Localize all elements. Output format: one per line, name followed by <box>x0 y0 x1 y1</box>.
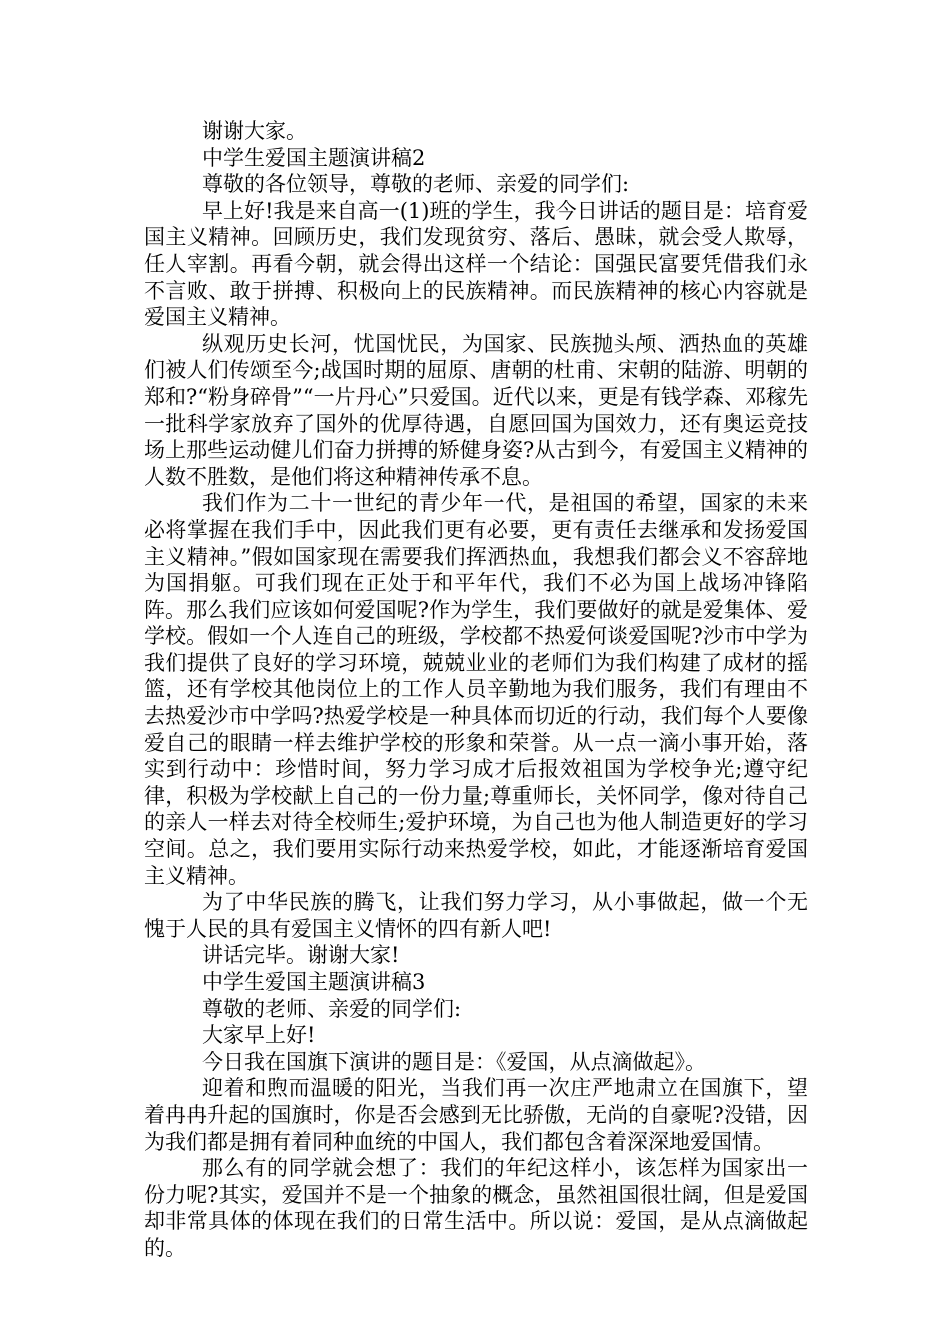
speech-2-paragraph: 纵观历史长河，忧国忧民，为国家、民族抛头颅、洒热血的英雄们被人们传颂至今;战国时期的屈原、唐朝的杜甫、宋朝的陆游、明朝的郑和?“粉身碎骨”“一片丹心”只爱国。近代以来，更是有钱学森、邓稼先一批科学家放弃了国外的优厚待遇，自愿回国为国效力，还有奥运竞技场上那些运动健儿们奋力拼搏的矫健身姿?从古到今，有爱国主义精神的人数不胜数，是他们将这种精神传承不息。 <box>144 331 808 489</box>
speech-3-salutation: 尊敬的老师、亲爱的同学们: <box>202 996 462 1021</box>
paragraph-closing-thanks: 谢谢大家。 <box>202 119 307 143</box>
speech-2-paragraph: 为了中华民族的腾飞，让我们努力学习，从小事做起，做一个无愧于人民的具有爱国主义情怀的四有新人吧! <box>144 890 808 941</box>
speech-2-title: 中学生爱国主题演讲稿2 <box>202 145 426 170</box>
speech-3-paragraph: 迎着和煦而温暖的阳光，当我们再一次庄严地肃立在国旗下，望着冉冉升起的国旗时，你是否会感到无比骄傲，无尚的自豪呢?没错，因为我们都是拥有着同种血统的中国人，我们都包含着深深地爱国情。 <box>144 1076 808 1154</box>
speech-2-paragraph: 早上好!我是来自高一(1)班的学生，我今日讲话的题目是：培育爱国主义精神。回顾历史，我们发现贫穷、落后、愚昧，就会受人欺辱，任人宰割。再看今朝，就会得出这样一个结论：国强民富要凭借我们永不言败、敢于拼搏、积极向上的民族精神。而民族精神的核心内容就是爱国主义精神。 <box>144 198 808 330</box>
speech-3-title: 中学生爱国主题演讲稿3 <box>202 970 426 994</box>
speech-2-salutation: 尊敬的各位领导，尊敬的老师、亲爱的同学们: <box>202 172 630 197</box>
speech-3-topic: 今日我在国旗下演讲的题目是：《爱国，从点滴做起》。 <box>202 1049 706 1074</box>
speech-3-greeting: 大家早上好! <box>202 1023 316 1048</box>
speech-3-paragraph: 那么有的同学就会想了：我们的年纪这样小，该怎样为国家出一份力呢?其实，爱国并不是一个抽象的概念，虽然祖国很壮阔，但是爱国却非常具体的体现在我们的日常生活中。所以说：爱国，是从点滴做起的。 <box>144 1156 808 1260</box>
speech-2-closing: 讲话完毕。谢谢大家! <box>202 943 400 968</box>
speech-2-paragraph: 我们作为二十一世纪的青少年一代，是祖国的希望，国家的未来必将掌握在我们手中，因此我们更有必要，更有责任去继承和发扬爱国主义精神。”假如国家现在需要我们挥洒热血，我想我们都会义不容辞地为国捐躯。可我们现在正处于和平年代，我们不必为国上战场冲锋陷阵。那么我们应该如何爱国呢?作为学生，我们要做好的就是爱集体、爱学校。假如一个人连自己的班级，学校都不热爱何谈爱国呢?沙市中学为我们提供了良好的学习环境，兢兢业业的老师们为我们构建了成材的摇篮，还有学校其他岗位上的工作人员辛勤地为我们服务，我们有理由不去热爱沙市中学吗?热爱学校是一种具体而切近的行动，我们每个人要像爱自己的眼睛一样去维护学校的形象和荣誉。从一点一滴小事开始，落实到行动中：珍惜时间，努力学习成才后报效祖国为学校争光;遵守纪律，积极为学校献上自己的一份力量;尊重师长，关怀同学，像对待自己的亲人一样去对待全校师生;爱护环境，为自己也为他人制造更好的学习空间。总之，我们要用实际行动来热爱学校，如此，才能逐渐培育爱国主义精神。 <box>144 491 808 888</box>
document-page <box>144 118 808 1262</box>
